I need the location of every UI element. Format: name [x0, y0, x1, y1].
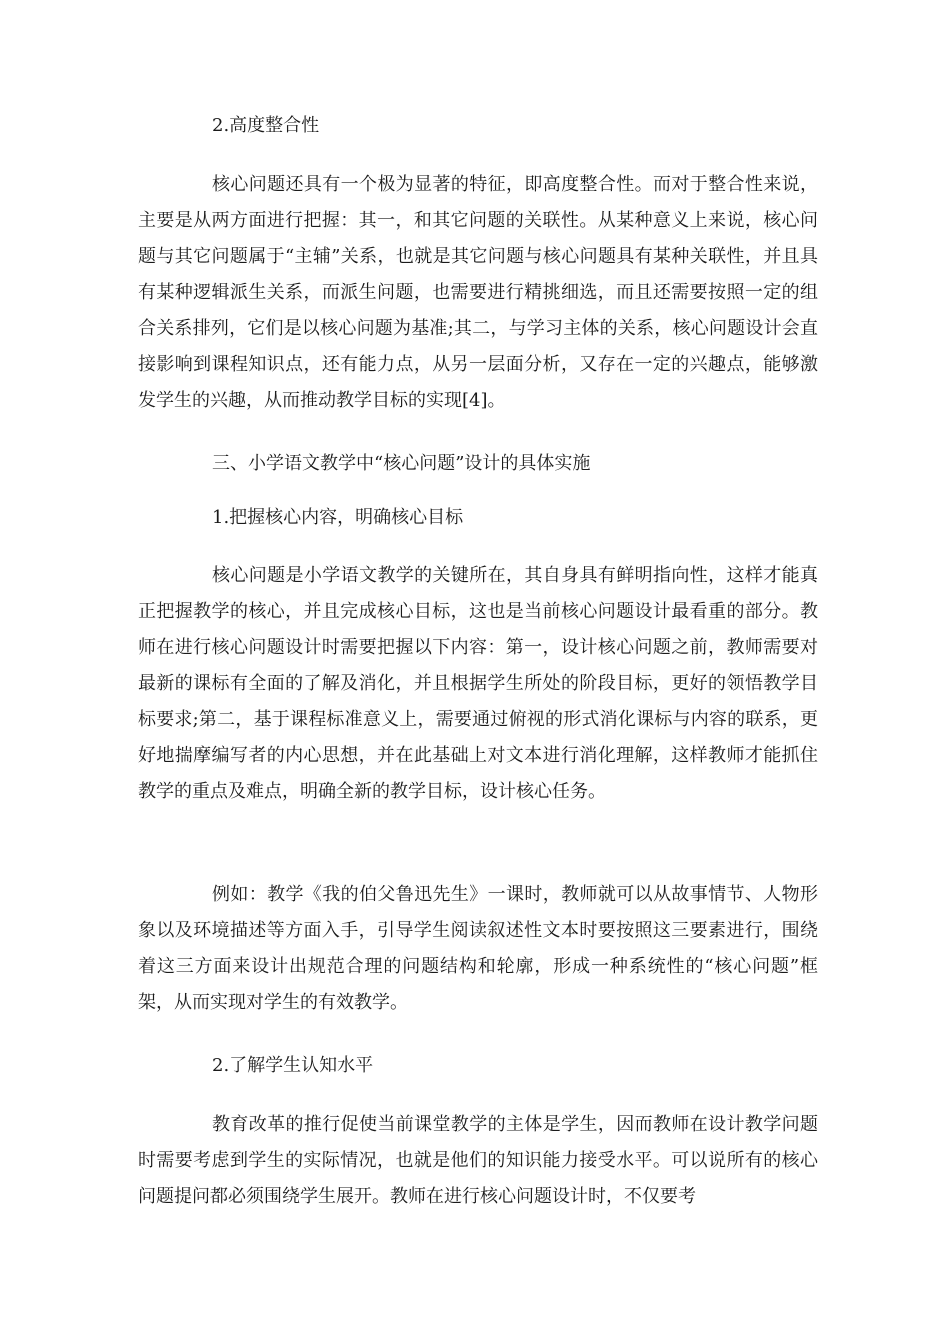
heading-high-integration: 2.高度整合性: [212, 115, 320, 136]
paragraph-student-cognition: 教育改革的推行促使当前课堂教学的主体是学生，因而教师在设计教学问题时需要考虑到学生的实际情况，也就是他们的知识能力接受水平。可以说所有的核心问题提问都必须围绕学生展开。教师在进行核心问题设计时，不仅要考: [138, 1114, 818, 1207]
paragraph-example: 例如：教学《我的伯父鲁迅先生》一课时，教师就可以从故事情节、人物形象以及环境描述等方面入手，引导学生阅读叙述性文本时要按照这三要素进行，围绕着这三方面来设计出规范合理的问题结构和轮廓，形成一种系统性的“核心问题”框架，从而实现对学生的有效教学。: [138, 884, 818, 1013]
heading-grasp-core-content: 1.把握核心内容，明确核心目标: [212, 507, 464, 528]
paragraph-integration: 核心问题还具有一个极为显著的特征，即高度整合性。而对于整合性来说，主要是从两方面进行把握：其一，和其它问题的关联性。从某种意义上来说，核心问题与其它问题属于“主辅”关系，也就是其它问题与核心问题具有某种关联性，并且具有某种逻辑派生关系，而派生问题，也需要进行精挑细选，而且还需要按照一定的组合关系排列，它们是以核心问题为基准;其二，与学习主体的关系，核心问题设计会直接影响到课程知识点，还有能力点，从另一层面分析，又存在一定的兴趣点，能够激发学生的兴趣，从而推动教学目标的实现[4]。: [138, 174, 818, 411]
paragraph-grasp-core-content: 核心问题是小学语文教学的关键所在，其自身具有鲜明指向性，这样才能真正把握教学的核心，并且完成核心目标，这也是当前核心问题设计最看重的部分。教师在进行核心问题设计时需要把握以下内容：第一，设计核心问题之前，教师需要对最新的课标有全面的了解及消化，并且根据学生所处的阶段目标，更好的领悟教学目标要求;第二，基于课程标准意义上，需要通过俯视的形式消化课标与内容的联系，更好地揣摩编写者的内心思想，并在此基础上对文本进行消化理解，这样教师才能抓住教学的重点及难点，明确全新的教学目标，设计核心任务。: [138, 565, 818, 802]
heading-student-cognition: 2.了解学生认知水平: [212, 1055, 374, 1076]
heading-section-implementation: 三、小学语文教学中“核心问题”设计的具体实施: [212, 453, 591, 474]
